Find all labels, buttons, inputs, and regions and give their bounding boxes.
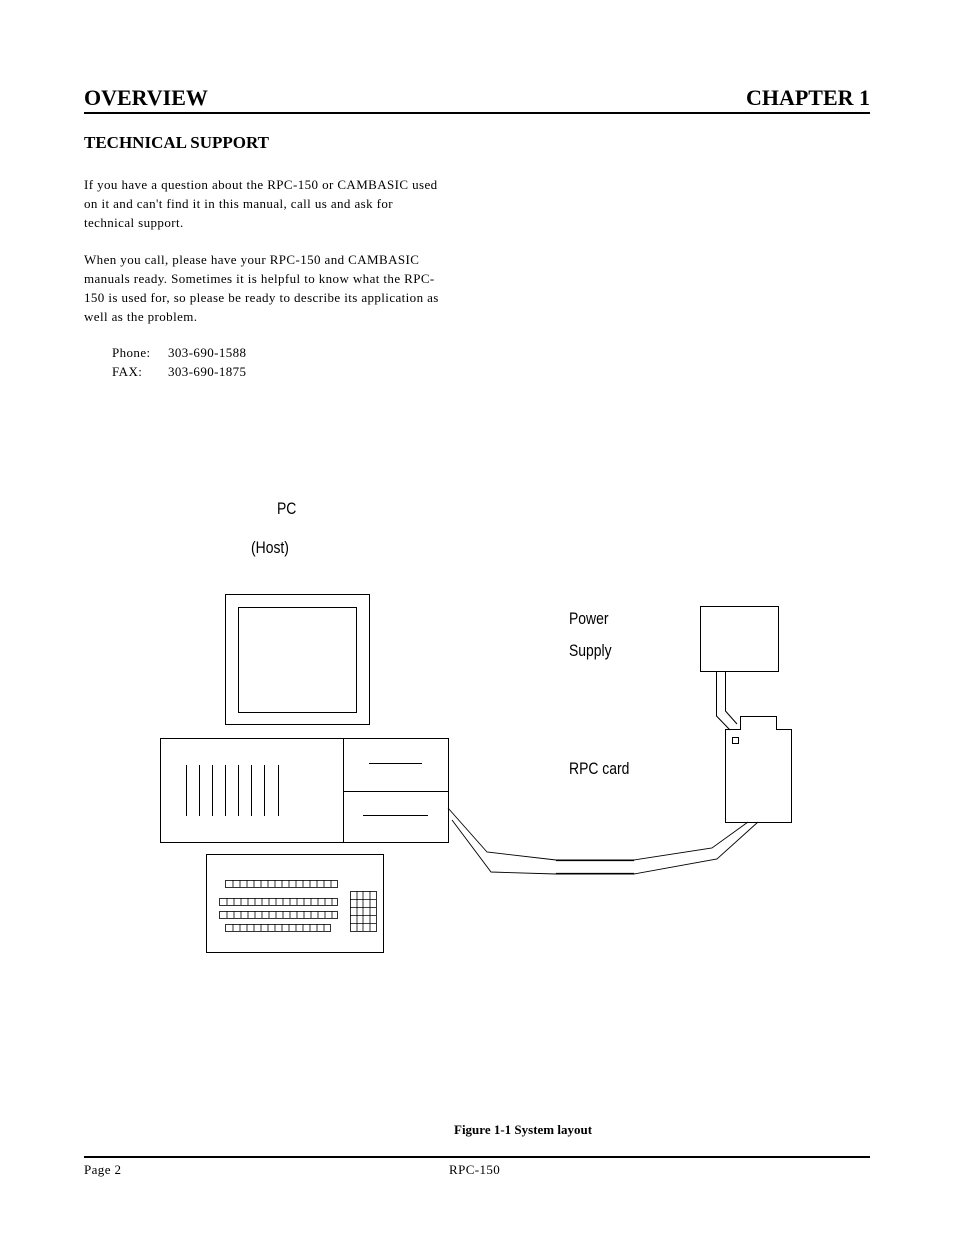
section-heading: TECHNICAL SUPPORT: [84, 133, 270, 152]
footer-product: RPC-150: [449, 1162, 501, 1177]
keyboard-icon: [207, 855, 384, 953]
label-host: (Host): [251, 538, 289, 557]
computer-case-icon: [161, 738, 449, 843]
support-paragraph-1: If you have a question about the RPC-150 or CAMBASIC used on it and can't find it in this manual, call us and ask for technical support.: [84, 177, 438, 230]
label-power: Power: [569, 609, 609, 628]
support-paragraph-2: When you call, please have your RPC-150 and CAMBASIC manuals ready. Sometimes it is helpful to know what the RPC-150 is used for, so please be ready to describe its application as well as the problem.: [84, 252, 439, 324]
page-number: Page 2: [84, 1162, 122, 1177]
contact-phone-label: Phone:: [112, 345, 151, 360]
footer-rule: [84, 1156, 870, 1158]
contact-fax-label: FAX:: [112, 364, 143, 379]
serial-cable: [448, 808, 758, 874]
contact-phone-value: 303-690-1588: [168, 345, 247, 360]
contact-fax-value: 303-690-1875: [168, 364, 247, 379]
figure-caption: Figure 1-1 System layout: [454, 1122, 593, 1137]
monitor-icon: [226, 595, 370, 725]
label-supply: Supply: [569, 641, 612, 660]
label-pc: PC: [277, 499, 297, 518]
chapter-section-title: OVERVIEW: [84, 85, 208, 110]
power-supply-icon: [701, 607, 779, 731]
label-rpc-card: RPC card: [569, 759, 630, 778]
rpc-card-icon: [726, 717, 792, 823]
chapter-number: CHAPTER 1: [745, 85, 870, 110]
